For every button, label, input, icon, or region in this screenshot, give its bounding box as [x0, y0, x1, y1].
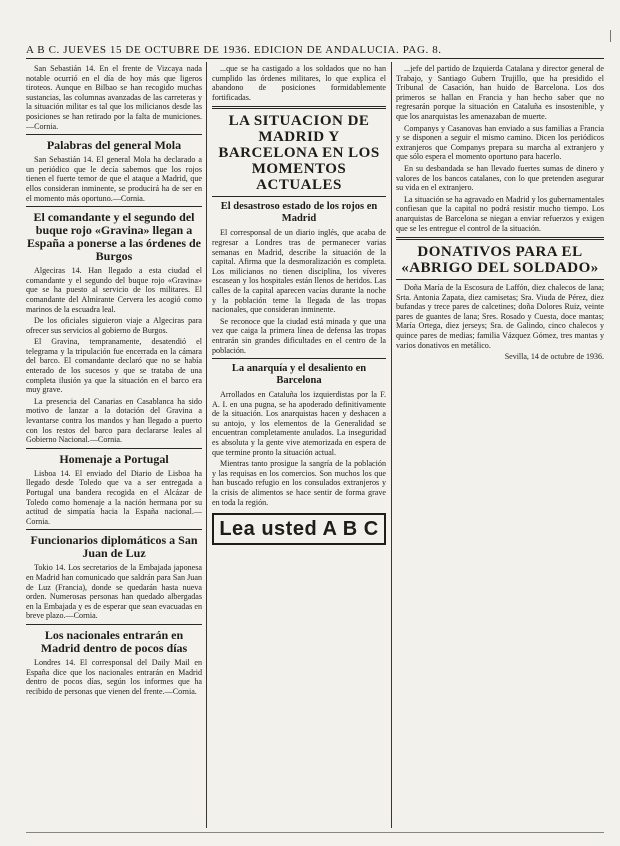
- divider: [396, 279, 604, 280]
- article-text: San Sebastián 14. El general Mola ha declarado a un periódico que le decía sabemos que los rojos tienen el fuerte temor de que el ataque a Madrid, que ellos consideran inminente, se producirá ha de ser en el momento más oportuno.—Cornia.: [26, 155, 202, 203]
- article-text: El corresponsal de un diario inglés, que acaba de regresar a Londres tras de permanecer varias semanas en Madrid, describe la situación de la capital. Afirma que la desmoralización es completa. Los milicianos no tienen disciplina, los víveres escasean y los hospitales están llenos de heridos. Las calles de la capital aparecen vacías durante la noche y la población teme la llegada de las tropas nacionales, que consideran inminente.: [212, 228, 386, 315]
- headline-moia: Palabras del general Mola: [46, 138, 182, 153]
- divider: [26, 624, 202, 625]
- article-text: La situación se ha agravado en Madrid y los gubernamentales confiesan que la capital no podrá resistir mucho tiempo. Los anarquistas de Barcelona se niegan a enviar refuerzos y exigen que se les entregue el control de la situación.: [396, 194, 604, 233]
- divider: [26, 448, 202, 449]
- headline-gravina: El comandante y el segundo del buque rojo «Gravina» llegan a España a ponerse a las órdenes de Burgos: [26, 210, 202, 264]
- article-text: Tokio 14. Los secretarios de la Embajada japonesa en Madrid han comunicado que saldrán para San Juan de Luz (Francia), donde se quedarán hasta nueva orden. Numerosas personas han quedado albergadas en la Embajada y es de esperar que sean evacuadas en breve plazo.—Cornia.: [26, 563, 202, 621]
- article-text: El Gravina, tempranamente, desatendió el telegrama y la tripulación fue encerrada en la cámara del barco. El comandante declaró que no se había enterado de los sucesos y que se trataba de una completa ilusión ya que la situación en el barco era muy grave.: [26, 337, 202, 395]
- headline-anarquia: La anarquía y el desaliento en Barcelona: [231, 363, 367, 387]
- page-header: A B C. JUEVES 15 DE OCTUBRE DE 1936. EDICION DE ANDALUCIA. PAG. 8.: [26, 42, 604, 59]
- column-rule-left: [206, 62, 207, 828]
- column-3: [396, 64, 604, 824]
- article-text: Londres 14. El corresponsal del Daily Mail en España dice que los nacionales entrarán en Madrid dentro de pocos días, según los informes que ha recibido de personas que vienen del frente.—Cornia.: [26, 657, 202, 696]
- divider: [212, 106, 386, 109]
- article-text: Lisboa 14. El enviado del Diario de Lisboa ha llegado desde Toledo que va a ser entregada a Portugal una bandera recogida en el Alcázar de Toledo como homenaje a la nación hermana por su actitud de simpatía hacia la España nacional.—Cornia.: [26, 468, 202, 526]
- divider: [26, 206, 202, 207]
- article-text: Doña María de la Escosura de Laffón, diez chalecos de lana; Srta. Antonia Zapata, diez camisetas; Sra. Viuda de Pérez, diez bufandas y trece pares de calcetines; doña Dolores Ruiz, veinte pares de guantes de lana; Sres. Rosado y Cuesta, doce mantas; María Ortega, diez jerseys; Sra. de Galindo, cinco chalecos y quince pares de medias; familia Vázquez Gómez, tres mantas y varios donativos en metálico.: [396, 283, 604, 350]
- column-2: [212, 64, 386, 824]
- headline-nacionales: Los nacionales entrarán en Madrid dentro de pocos días: [40, 627, 188, 655]
- divider: [26, 134, 202, 135]
- article-text: De los oficiales siguieron viaje a Algeciras para ofrecer sus servicios al gobierno de Burgos.: [26, 316, 202, 335]
- column-1: [26, 64, 202, 824]
- article-text: Algeciras 14. Han llegado a esta ciudad el comandante y el segundo del buque rojo «Gravina» que se ha puesto al servicio de los militares. El comandante del Almirante Cervera les acogió como marinos de la escuadra leal.: [26, 266, 202, 314]
- dateline: Sevilla, 14 de octubre de 1936.: [504, 352, 604, 362]
- article-text: La presencia del Canarias en Casablanca ha sido motivo de lanzar a la dotación del Gravina a levantarse contra los mandos y han llegado a puerto con los restos del barco para declararse leales al Gobierno Nacional.—Cornia.: [26, 396, 202, 445]
- column-rule-right: [391, 62, 392, 828]
- headline-situacion: LA SITUACION DE MADRID Y BARCELONA EN LOS MOMENTOS ACTUALES: [218, 113, 380, 194]
- divider: [212, 358, 386, 359]
- article-text: Se reconoce que la ciudad está minada y que una vez que caiga la primera línea de defensa las tropas entrarán sin grandes dificultades en el centro de la población.: [212, 316, 386, 355]
- article-text: En su desbandada se han llevado fuertes sumas de dinero y valores de los bancos catalanes, con lo que pretenden asegurar su vida en el extranjero.: [396, 163, 604, 193]
- headline-desastroso: El desastroso estado de los rojos en Madrid: [220, 201, 378, 225]
- divider: [396, 237, 604, 240]
- article-text: Arrollados en Cataluña los izquierdistas por la F. A. I. en una pugna, se ha apoderado definitivamente de la situación. Los anarquistas hacen y deshacen a su antojo, y los elementos de la Generalidad se encuentran completamente anulados. La inseguridad es absoluta y la gente vive atemorizada en espera de que termine pronto la situación actual.: [212, 390, 386, 457]
- bottom-rule: [26, 832, 604, 833]
- article-text: ...que se ha castigado a los soldados que no han cumplido las órdenes militares, lo que explica el abandono de posiciones formidablemente fortificadas.: [212, 64, 386, 102]
- advertisement-box: Lea usted A B C: [212, 513, 386, 545]
- article-text: Mientras tanto prosigue la sangría de la población y las requisas en los comercios. Son muchos los que han buscado refugio en los consulados extranjeros y la crisis de alimentos se hace sentir de forma grave en toda la región.: [212, 459, 386, 507]
- headline-funcionarios: Funcionarios diplomáticos a San Juan de Luz: [30, 533, 198, 561]
- headline-portugal: Homenaje a Portugal: [59, 451, 169, 466]
- article-text: Companys y Casanovas han enviado a sus familias a Francia y se disponen a seguir el mismo camino. Dicen los periódicos extranjeros que Companys prepara su marcha al extranjero y que sólo espera el momento oportuno para hacerlo.: [396, 123, 604, 162]
- article-text: ...jefe del partido de Izquierda Catalana y director general de Trabajo, y Santiago Gubern Trujillo, que ha presidido el Tribunal de Casación, han huido de Barcelona. Los dos primeros se hallan en Francia y han hecho saber que no regresarán porque la situación en Cataluña es insostenible, y que los anarquistas les amenazaban de muerte.: [396, 64, 604, 121]
- divider: [26, 529, 202, 530]
- headline-donativos: DONATIVOS PARA EL «ABRIGO DEL SOLDADO»: [401, 244, 599, 277]
- edge-mark: [610, 30, 611, 42]
- article-text: San Sebastián 14. En el frente de Vizcaya nada notable ocurrió en el día de hoy más que ligeros tiroteos. Aunque en Bilbao se han recogido muchas sustancias, las columnas avanzadas de las carreteras y la situación militar es tal que los milicianos desde las posiciones se han retirado por la falta de municiones.—Cornia.: [26, 64, 202, 131]
- divider: [212, 196, 386, 197]
